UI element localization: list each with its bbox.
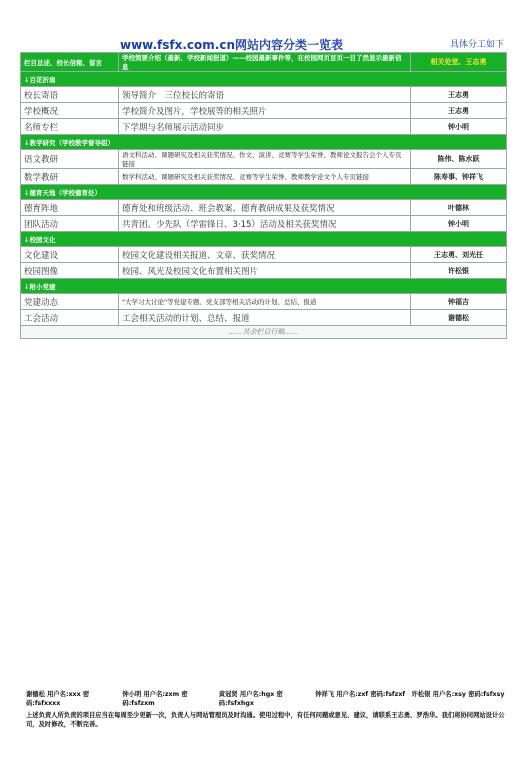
row-col2: 领导简介 三位校长的寄语 bbox=[119, 87, 411, 103]
top-cell-col1: 栏目总述、校长信箱、留言 bbox=[21, 53, 119, 72]
row-col3: 陈伟、陈水跃 bbox=[411, 150, 507, 169]
section-row bbox=[21, 232, 507, 247]
row-col2: 校园、风光及校园文化布置相关图片 bbox=[119, 263, 411, 279]
table-row bbox=[21, 103, 507, 119]
division-link[interactable]: 具体分工如下 bbox=[449, 40, 504, 50]
section-title: ↓附小党建 bbox=[21, 279, 507, 294]
row-col3: 王志勇 bbox=[411, 103, 507, 119]
row-col1[interactable]: 语文教研 bbox=[21, 150, 119, 169]
section-title: ↓德育天地（学校德育处） bbox=[21, 185, 507, 200]
page-title: www.fsfx.com.cn网站内容分类一览表 bbox=[120, 38, 344, 52]
row-col3: 许松银 bbox=[411, 263, 507, 279]
row-col1[interactable]: 名师专栏 bbox=[21, 119, 119, 135]
row-col1[interactable]: 校园图像 bbox=[21, 263, 119, 279]
row-col3: 王志勇、刘光任 bbox=[411, 247, 507, 263]
account-entry: 钟祥飞 用户名:zxf 密码:fsfzxf bbox=[315, 691, 406, 698]
rows-omitted-label: ……其余栏目行略…… bbox=[21, 326, 507, 339]
row-col1[interactable]: 德育阵地 bbox=[21, 200, 119, 216]
section-row bbox=[21, 135, 507, 150]
table-row bbox=[21, 150, 507, 169]
account-entry: 许松银 用户名:xsy 密码:fsfxsy bbox=[411, 691, 505, 698]
row-col1[interactable]: 工会活动 bbox=[21, 310, 119, 326]
table-row bbox=[21, 200, 507, 216]
row-col2: 校园文化建设相关报道、文章、获奖情况 bbox=[119, 247, 411, 263]
row-col2: 工会相关活动的计划、总结、报道 bbox=[119, 310, 411, 326]
row-col1[interactable]: 团队活动 bbox=[21, 216, 119, 232]
section-row bbox=[21, 279, 507, 294]
row-col3: 钟小明 bbox=[411, 216, 507, 232]
row-col2: 下学期与名师展示活动同步 bbox=[119, 119, 411, 135]
row-col3: 谢德松 bbox=[411, 310, 507, 326]
content-table bbox=[20, 52, 507, 339]
row-col3: 钟福吉 bbox=[411, 294, 507, 310]
row-col1[interactable]: 党建动态 bbox=[21, 294, 119, 310]
account-entry: 钟小明 用户名:zxm 密码:fsfzxm bbox=[122, 691, 188, 707]
account-entry: 黄冠贤 用户名:hgx 密码:fsfxhgx bbox=[218, 691, 283, 707]
section-title: ↓百花折扇 bbox=[21, 72, 507, 87]
row-col2: "大学习大讨论"等党建专题、党支部等相关活动的计划、总结、报道 bbox=[119, 294, 411, 310]
table-row bbox=[21, 216, 507, 232]
section-row bbox=[21, 185, 507, 200]
table-row bbox=[21, 294, 507, 310]
row-col2: 德育处和班级活动、班会教案、德育教研成果及获奖情况 bbox=[119, 200, 411, 216]
table-row bbox=[21, 247, 507, 263]
table-row bbox=[21, 119, 507, 135]
row-col3: 王志勇 bbox=[411, 87, 507, 103]
row-col2: 共青团、少先队（学雷锋日、3·15）活动及相关获奖情况 bbox=[119, 216, 411, 232]
row-col3: 叶德林 bbox=[411, 200, 507, 216]
row-col1[interactable]: 数学教研 bbox=[21, 169, 119, 185]
top-cell-col2: 学校简要介绍（最新、学校新闻报道）——校园最新事件等，在校园网页首页一目了然显示最新信息 bbox=[119, 53, 411, 72]
row-col1[interactable]: 文化建设 bbox=[21, 247, 119, 263]
row-col3: 陈寿事、钟祥飞 bbox=[411, 169, 507, 185]
table-row bbox=[21, 87, 507, 103]
rows-omitted bbox=[21, 326, 507, 339]
footer bbox=[26, 690, 506, 729]
table-row-top bbox=[21, 53, 507, 72]
account-entry: 谢德松 用户名:xxx 密码:fsfxxxx bbox=[26, 691, 90, 707]
table-row bbox=[21, 310, 507, 326]
row-col3: 钟小明 bbox=[411, 119, 507, 135]
section-title: ↓校园文化 bbox=[21, 232, 507, 247]
table-row bbox=[21, 169, 507, 185]
section-row bbox=[21, 72, 507, 87]
section-title: ↓教学研究（学校教学督导组） bbox=[21, 135, 507, 150]
account-list bbox=[26, 690, 506, 708]
row-col1[interactable]: 校长寄语 bbox=[21, 87, 119, 103]
top-cell-col3: 相关处室、王志勇 bbox=[411, 53, 507, 72]
table-row bbox=[21, 263, 507, 279]
row-col1[interactable]: 学校概况 bbox=[21, 103, 119, 119]
row-col2: 语文科活动、课题研究及相关获奖情况、作文、演讲、竞赛等学生荣誉、教师论文报告会个人专页链接 bbox=[119, 150, 411, 169]
footer-note: 上述负责人所负责的项目应当在每周至少更新一次，负责人与网站管理员及时沟通。使用过程中，有任何问题或意见、建议，请联系王志勇、罗浩华。我们将协同网站设计公司，及时修改，不断完善。 bbox=[26, 712, 505, 728]
row-col2: 数学科活动、课题研究及相关获奖情况、竞赛等学生荣誉、教师教学论文个人专页链接 bbox=[119, 169, 411, 185]
page-header bbox=[0, 0, 524, 54]
row-col2: 学校简介及图片，学校展等的相关照片 bbox=[119, 103, 411, 119]
